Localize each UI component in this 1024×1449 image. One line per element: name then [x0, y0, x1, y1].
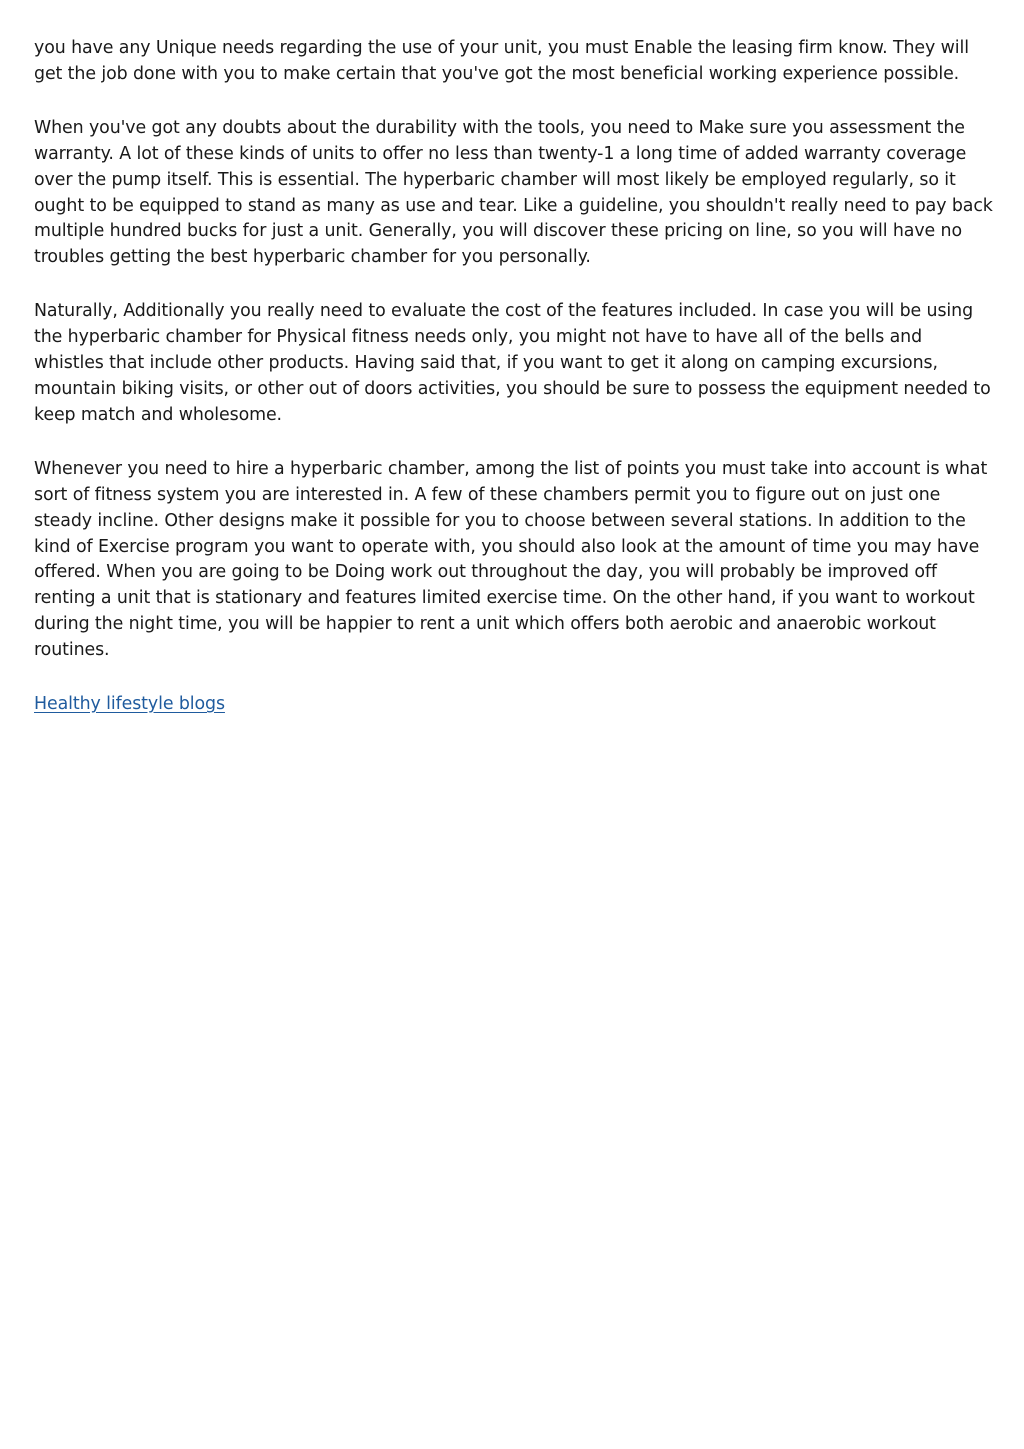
document-page	[34, 36, 994, 746]
link-paragraph	[34, 692, 994, 718]
paragraph-warranty: When you've got any doubts about the durability with the tools, you need to Make sure you assessment the warranty. A lot of these kinds of units to offer no less than twenty-1 a long time of added warranty coverage over the pump itself. This is essential. The hyperbaric chamber will most likely be employed regularly, so it ought to be equipped to stand as many as use and tear. Like a guideline, you shouldn't really need to pay back multiple hundred bucks for just a unit. Generally, you will discover these pricing on line, so you will have no troubles getting the best hyperbaric chamber for you personally.	[34, 117, 993, 268]
paragraph-fitness-system: Whenever you need to hire a hyperbaric chamber, among the list of points you must take into account is what sort of fitness system you are interested in. A few of these chambers permit you to figure out on just one steady incline. Other designs make it possible for you to choose between several stations. In addition to the kind of Exercise program you want to operate with, you should also look at the amount of time you may have offered. When you are going to be Doing work out throughout the day, you will probably be improved off renting a unit that is stationary and features limited exercise time. On the other hand, if you want to workout during the night time, you will be happier to rent a unit which offers both aerobic and anaerobic workout routines.	[34, 458, 988, 661]
healthy-lifestyle-blogs-link[interactable]: Healthy lifestyle blogs	[34, 694, 225, 715]
paragraph-features-cost: Naturally, Additionally you really need to evaluate the cost of the features included. In case you will be using the hyperbaric chamber for Physical fitness needs only, you might not have to have all of the bells and whistles that include other products. Having said that, if you want to get it along on camping excursions, mountain biking visits, or other out of doors activities, you should be sure to possess the equipment needed to keep match and wholesome.	[34, 301, 991, 425]
paragraph-unique-needs: you have any Unique needs regarding the use of your unit, you must Enable the leasing firm know. They will get the job done with you to make certain that you've got the most beneficial working experience possible.	[34, 38, 969, 84]
